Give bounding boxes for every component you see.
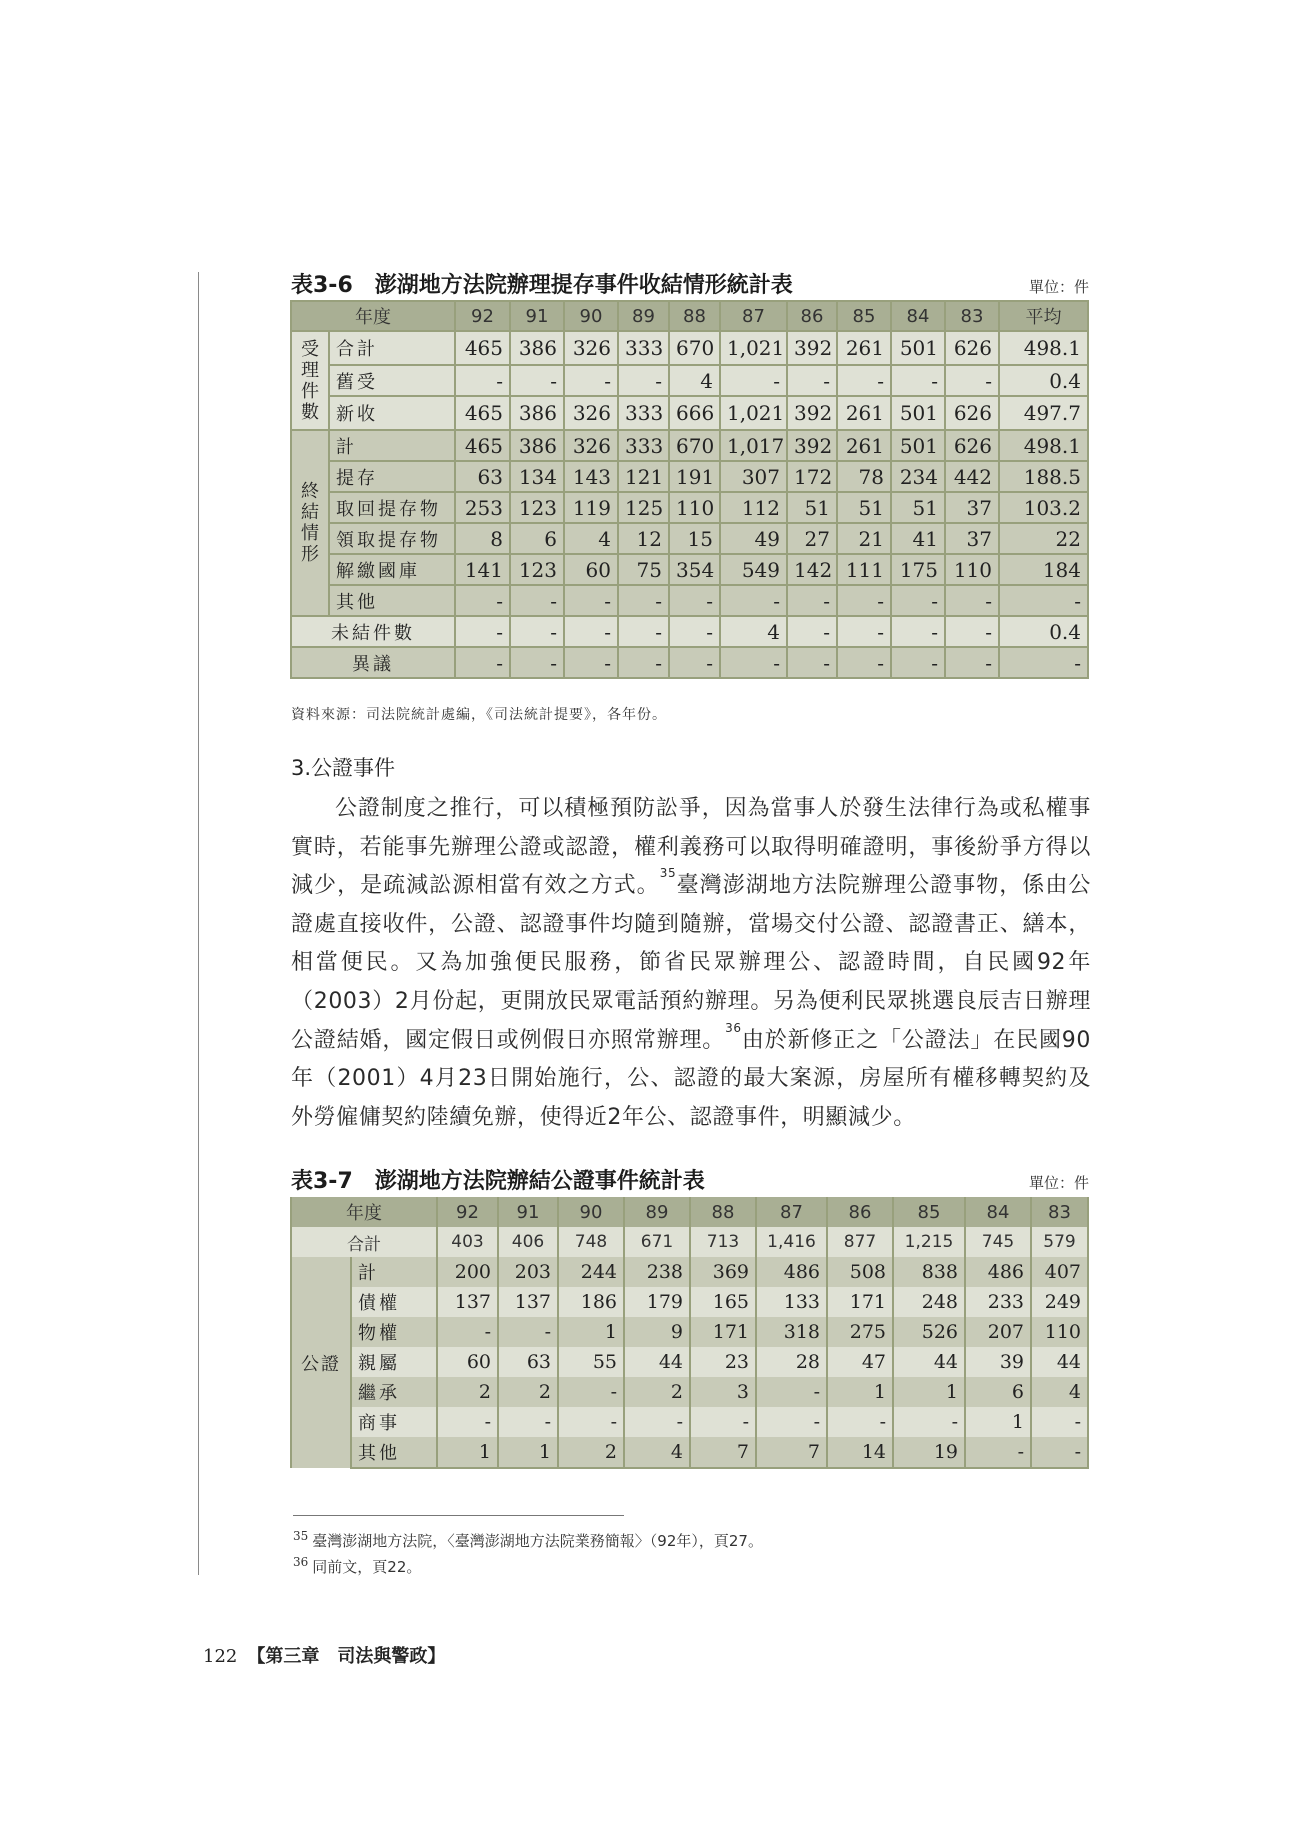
cell-value: 111	[837, 554, 891, 585]
cell-value: 14	[827, 1437, 893, 1468]
footnote-number: 35	[293, 1529, 309, 1543]
cell-value: 44	[624, 1347, 690, 1377]
cell-value: 6	[510, 523, 564, 554]
cell-value: 172	[787, 461, 837, 492]
cell-value: 486	[965, 1257, 1031, 1287]
row-label: 舊受	[329, 365, 455, 396]
cell-value: 4	[1031, 1377, 1088, 1407]
cell-value: 392	[787, 396, 837, 430]
cell-average: -	[999, 585, 1088, 616]
table-row	[291, 396, 1088, 430]
cell-value: 123	[510, 554, 564, 585]
cell-value: 261	[837, 331, 891, 365]
footnote-divider	[293, 1515, 624, 1516]
total-value: 1,416	[756, 1227, 827, 1257]
cell-value: 110	[1031, 1317, 1088, 1347]
cell-value: 333	[618, 396, 669, 430]
page-footer	[203, 1642, 445, 1668]
cell-value: 142	[787, 554, 837, 585]
table-row	[291, 365, 1088, 396]
table-row	[291, 461, 1088, 492]
cell-value: -	[455, 365, 510, 396]
cell-value: -	[498, 1407, 558, 1437]
cell-value: -	[669, 585, 720, 616]
header-year: 84	[891, 301, 945, 331]
cell-value: 41	[891, 523, 945, 554]
cell-value: -	[945, 647, 999, 678]
table-row	[291, 585, 1088, 616]
table-row	[291, 1407, 1088, 1437]
cell-value: -	[510, 585, 564, 616]
cell-value: 626	[945, 430, 999, 461]
cell-value: -	[837, 616, 891, 647]
cell-value: 1,021	[720, 396, 787, 430]
row-label: 其他	[351, 1437, 437, 1468]
cell-value: 186	[558, 1287, 624, 1317]
footnote-ref-36[interactable]: 36	[725, 1020, 742, 1035]
margin-rule	[198, 272, 199, 1575]
table-row	[291, 1347, 1088, 1377]
cell-value: 121	[618, 461, 669, 492]
cell-value: -	[891, 365, 945, 396]
footnote-ref-35[interactable]: 35	[659, 866, 677, 881]
cell-value: -	[618, 616, 669, 647]
cell-value: -	[690, 1407, 756, 1437]
row-label: 解繳國庫	[329, 554, 455, 585]
table-3-7-unit: 單位：件	[1028, 1174, 1089, 1192]
cell-value: 171	[690, 1317, 756, 1347]
table-row	[291, 1287, 1088, 1317]
cell-value: -	[564, 365, 618, 396]
cell-value: 21	[837, 523, 891, 554]
paragraph-text-2: 臺灣澎湖地方法院辦理公證事物，係由公證處直接收件，公證、認證事件均隨到隨辦，當場交付公證、認證書正、繕本，相當便民。又為加強便民服務，節省民眾辦理公、認證時間，自民國92年（2003）2月份起，更開放民眾電話預約辦理。另為便利民眾挑選良辰吉日辦理公證結婚，國定假日或例假日亦照常辦理。	[291, 873, 1091, 1053]
cell-value: 200	[437, 1257, 498, 1287]
cell-value: 1	[437, 1437, 498, 1468]
cell-value: -	[893, 1407, 965, 1437]
cell-value: -	[618, 365, 669, 396]
row-label: 領取提存物	[329, 523, 455, 554]
cell-value: -	[720, 365, 787, 396]
row-label: 提存	[329, 461, 455, 492]
group-label-notary: 公證	[291, 1257, 351, 1468]
row-label: 繼承	[351, 1377, 437, 1407]
cell-value: -	[558, 1377, 624, 1407]
cell-value: -	[1031, 1407, 1088, 1437]
header-year: 83	[1031, 1197, 1088, 1227]
row-label: 計	[351, 1257, 437, 1287]
cell-value: 386	[510, 430, 564, 461]
cell-average: 0.4	[999, 616, 1088, 647]
table-number: 表3-7	[291, 1169, 353, 1194]
cell-value: 63	[455, 461, 510, 492]
cell-value: 249	[1031, 1287, 1088, 1317]
cell-value: 55	[558, 1347, 624, 1377]
header-year: 87	[720, 301, 787, 331]
cell-value: -	[618, 647, 669, 678]
table-3-6-title	[291, 268, 793, 299]
cell-value: 318	[756, 1317, 827, 1347]
footnote-36	[293, 1556, 421, 1577]
chapter-title: 【第三章 司法與警政】	[247, 1646, 446, 1667]
cell-value: -	[787, 647, 837, 678]
cell-value: 9	[624, 1317, 690, 1347]
cell-value: 39	[965, 1347, 1031, 1377]
cell-value: 326	[564, 331, 618, 365]
cell-value: 392	[787, 331, 837, 365]
table-title-text: 澎湖地方法院辦理提存事件收結情形統計表	[374, 273, 793, 298]
cell-value: -	[564, 585, 618, 616]
cell-value: -	[827, 1407, 893, 1437]
row-label: 合計	[329, 331, 455, 365]
cell-value: 626	[945, 396, 999, 430]
page-number: 122	[203, 1646, 238, 1667]
cell-value: -	[787, 365, 837, 396]
cell-value: -	[669, 616, 720, 647]
cell-value: 75	[618, 554, 669, 585]
cell-value: 1,017	[720, 430, 787, 461]
cell-value: 626	[945, 331, 999, 365]
cell-value: -	[1031, 1437, 1088, 1468]
cell-value: 191	[669, 461, 720, 492]
cell-value: 248	[893, 1287, 965, 1317]
total-value: 403	[437, 1227, 498, 1257]
cell-value: -	[510, 647, 564, 678]
header-year: 85	[893, 1197, 965, 1227]
cell-average: 184	[999, 554, 1088, 585]
header-year-label: 年度	[291, 301, 455, 331]
cell-value: 4	[564, 523, 618, 554]
cell-average: 498.1	[999, 331, 1088, 365]
cell-value: 110	[945, 554, 999, 585]
cell-value: 125	[618, 492, 669, 523]
cell-value: 526	[893, 1317, 965, 1347]
header-year: 88	[690, 1197, 756, 1227]
cell-value: 369	[690, 1257, 756, 1287]
cell-value: 354	[669, 554, 720, 585]
table-row	[291, 331, 1088, 365]
cell-value: 386	[510, 331, 564, 365]
group-label-text: 受理件數	[301, 338, 319, 423]
table-row	[291, 523, 1088, 554]
cell-value: -	[945, 585, 999, 616]
cell-value: 501	[891, 396, 945, 430]
cell-value: -	[891, 647, 945, 678]
total-value: 1,215	[893, 1227, 965, 1257]
cell-value: 12	[618, 523, 669, 554]
table-row	[291, 554, 1088, 585]
cell-value: 261	[837, 430, 891, 461]
header-year: 90	[564, 301, 618, 331]
cell-value: 8	[455, 523, 510, 554]
cell-value: 27	[787, 523, 837, 554]
cell-value: 143	[564, 461, 618, 492]
cell-value: -	[891, 616, 945, 647]
cell-value: 333	[618, 331, 669, 365]
cell-value: 486	[756, 1257, 827, 1287]
header-row	[291, 301, 1088, 331]
group-label-closed	[291, 430, 329, 616]
cell-value: 133	[756, 1287, 827, 1317]
table-number: 表3-6	[291, 273, 353, 298]
cell-value: -	[624, 1407, 690, 1437]
cell-value: 666	[669, 396, 720, 430]
cell-value: -	[498, 1317, 558, 1347]
cell-value: -	[837, 647, 891, 678]
cell-value: 1,021	[720, 331, 787, 365]
cell-value: 141	[455, 554, 510, 585]
cell-value: 51	[787, 492, 837, 523]
cell-value: -	[564, 647, 618, 678]
cell-value: 670	[669, 331, 720, 365]
cell-average: 103.2	[999, 492, 1088, 523]
header-year: 92	[455, 301, 510, 331]
cell-value: 4	[669, 365, 720, 396]
cell-value: -	[669, 647, 720, 678]
cell-value: 119	[564, 492, 618, 523]
cell-value: 1	[893, 1377, 965, 1407]
row-label: 新收	[329, 396, 455, 430]
header-year: 88	[669, 301, 720, 331]
total-value: 748	[558, 1227, 624, 1257]
cell-value: 37	[945, 523, 999, 554]
header-year: 92	[437, 1197, 498, 1227]
cell-value: 207	[965, 1317, 1031, 1347]
paragraph-text-3: 由於新修正之「公證法」在民國90年（2001）4月23日開始施行，公、認證的最大案源，房屋所有權移轉契約及外勞僱傭契約陸續免辦，使得近2年公、認證事件，明顯減少。	[291, 1027, 1091, 1130]
cell-value: 51	[837, 492, 891, 523]
table-row	[291, 492, 1088, 523]
cell-value: 1	[498, 1437, 558, 1468]
header-year: 83	[945, 301, 999, 331]
table-row	[291, 1257, 1088, 1287]
cell-value: 4	[624, 1437, 690, 1468]
cell-value: 465	[455, 331, 510, 365]
cell-value: 179	[624, 1287, 690, 1317]
cell-value: 2	[624, 1377, 690, 1407]
footnote-text: 同前文，頁22。	[312, 1558, 422, 1576]
cell-value: -	[510, 365, 564, 396]
cell-value: 261	[837, 396, 891, 430]
header-year: 87	[756, 1197, 827, 1227]
table-3-7-title	[291, 1164, 705, 1195]
cell-value: 333	[618, 430, 669, 461]
cell-value: 60	[437, 1347, 498, 1377]
cell-value: 15	[669, 523, 720, 554]
row-label: 物權	[351, 1317, 437, 1347]
cell-value: -	[720, 585, 787, 616]
cell-value: 501	[891, 430, 945, 461]
cell-value: -	[756, 1407, 827, 1437]
cell-value: 307	[720, 461, 787, 492]
total-value: 671	[624, 1227, 690, 1257]
cell-value: 465	[455, 396, 510, 430]
cell-value: 275	[827, 1317, 893, 1347]
row-label: 未結件數	[291, 616, 455, 647]
footnote-number: 36	[293, 1555, 309, 1569]
table-row	[291, 616, 1088, 647]
cell-value: 233	[965, 1287, 1031, 1317]
cell-value: 549	[720, 554, 787, 585]
cell-value: 112	[720, 492, 787, 523]
cell-value: -	[564, 616, 618, 647]
cell-value: 175	[891, 554, 945, 585]
header-year: 86	[787, 301, 837, 331]
cell-value: 501	[891, 331, 945, 365]
table-title-text: 澎湖地方法院辦結公證事件統計表	[374, 1169, 705, 1194]
table-row	[291, 1377, 1088, 1407]
cell-value: 37	[945, 492, 999, 523]
header-row	[291, 1197, 1088, 1227]
cell-value: -	[945, 365, 999, 396]
cell-value: -	[618, 585, 669, 616]
cell-value: -	[945, 616, 999, 647]
cell-average: 497.7	[999, 396, 1088, 430]
cell-value: -	[787, 616, 837, 647]
cell-average: 498.1	[999, 430, 1088, 461]
cell-value: -	[837, 585, 891, 616]
row-label: 其他	[329, 585, 455, 616]
paragraph-text-1: 公證制度之推行，可以積極預防訟爭，因為當事人於發生法律行為或私權事實時，若能事先辦理公證或認證，權利義務可以取得明確證明，事後紛爭方得以減少，是疏減訟源相當有效之方式。	[291, 796, 1091, 899]
table-3-7	[290, 1197, 1089, 1469]
cell-value: 253	[455, 492, 510, 523]
cell-value: 234	[891, 461, 945, 492]
body-paragraph	[291, 790, 1091, 1137]
cell-value: 137	[498, 1287, 558, 1317]
cell-value: 407	[1031, 1257, 1088, 1287]
table-row	[291, 647, 1088, 678]
table-3-6	[290, 300, 1089, 679]
cell-value: -	[455, 616, 510, 647]
cell-value: 7	[690, 1437, 756, 1468]
header-year: 89	[618, 301, 669, 331]
header-year: 86	[827, 1197, 893, 1227]
cell-value: 137	[437, 1287, 498, 1317]
cell-value: 7	[756, 1437, 827, 1468]
header-year: 91	[498, 1197, 558, 1227]
cell-average: 22	[999, 523, 1088, 554]
header-year: 84	[965, 1197, 1031, 1227]
cell-value: 123	[510, 492, 564, 523]
cell-value: 3	[690, 1377, 756, 1407]
cell-value: -	[510, 616, 564, 647]
section-heading: 3.公證事件	[291, 756, 396, 780]
cell-value: -	[756, 1377, 827, 1407]
row-label: 計	[329, 430, 455, 461]
cell-value: 442	[945, 461, 999, 492]
cell-value: 508	[827, 1257, 893, 1287]
table-row	[291, 1437, 1088, 1468]
cell-value: 6	[965, 1377, 1031, 1407]
cell-value: -	[558, 1407, 624, 1437]
cell-value: 238	[624, 1257, 690, 1287]
cell-value: 2	[437, 1377, 498, 1407]
cell-value: 44	[893, 1347, 965, 1377]
cell-value: -	[455, 585, 510, 616]
cell-average: 0.4	[999, 365, 1088, 396]
cell-value: 23	[690, 1347, 756, 1377]
header-year: 90	[558, 1197, 624, 1227]
cell-value: 44	[1031, 1347, 1088, 1377]
table-3-6-unit: 單位：件	[1028, 278, 1089, 296]
cell-value: 51	[891, 492, 945, 523]
cell-value: 838	[893, 1257, 965, 1287]
total-value: 713	[690, 1227, 756, 1257]
table-row	[291, 430, 1088, 461]
total-value: 877	[827, 1227, 893, 1257]
cell-value: -	[455, 647, 510, 678]
cell-value: 386	[510, 396, 564, 430]
cell-value: 49	[720, 523, 787, 554]
cell-value: 110	[669, 492, 720, 523]
cell-value: 2	[558, 1437, 624, 1468]
cell-value: -	[437, 1407, 498, 1437]
cell-value: 4	[720, 616, 787, 647]
cell-average: 188.5	[999, 461, 1088, 492]
footnote-text: 臺灣澎湖地方法院，〈臺灣澎湖地方法院業務簡報〉（92年），頁27。	[312, 1532, 763, 1550]
cell-value: 203	[498, 1257, 558, 1287]
header-year: 89	[624, 1197, 690, 1227]
table-source-note: 資料來源：司法院統計處編，《司法統計提要》，各年份。	[291, 707, 667, 723]
cell-value: 28	[756, 1347, 827, 1377]
cell-value: 47	[827, 1347, 893, 1377]
header-year: 85	[837, 301, 891, 331]
cell-value: 165	[690, 1287, 756, 1317]
cell-value: 60	[564, 554, 618, 585]
total-value: 406	[498, 1227, 558, 1257]
cell-value: 134	[510, 461, 564, 492]
cell-value: -	[787, 585, 837, 616]
cell-value: 392	[787, 430, 837, 461]
cell-value: 1	[965, 1407, 1031, 1437]
cell-value: -	[965, 1437, 1031, 1468]
group-label-received	[291, 331, 329, 430]
cell-value: 670	[669, 430, 720, 461]
row-label: 親屬	[351, 1347, 437, 1377]
header-average: 平均	[999, 301, 1088, 331]
total-value: 745	[965, 1227, 1031, 1257]
cell-value: 465	[455, 430, 510, 461]
cell-value: 326	[564, 430, 618, 461]
cell-value: 1	[827, 1377, 893, 1407]
cell-value: 63	[498, 1347, 558, 1377]
total-label: 合計	[291, 1227, 437, 1257]
footnote-35	[293, 1530, 763, 1551]
cell-value: 171	[827, 1287, 893, 1317]
row-label: 債權	[351, 1287, 437, 1317]
row-label: 異議	[291, 647, 455, 678]
cell-value: 326	[564, 396, 618, 430]
table-row	[291, 1317, 1088, 1347]
header-year: 91	[510, 301, 564, 331]
total-value: 579	[1031, 1227, 1088, 1257]
cell-value: -	[437, 1317, 498, 1347]
cell-value: -	[891, 585, 945, 616]
cell-value: 2	[498, 1377, 558, 1407]
cell-value: 78	[837, 461, 891, 492]
cell-value: 244	[558, 1257, 624, 1287]
row-label: 取回提存物	[329, 492, 455, 523]
cell-value: 19	[893, 1437, 965, 1468]
row-label: 商事	[351, 1407, 437, 1437]
group-label-text: 終結情形	[301, 481, 319, 565]
cell-average: -	[999, 647, 1088, 678]
total-row	[291, 1227, 1088, 1257]
cell-value: -	[837, 365, 891, 396]
header-year-label: 年度	[291, 1197, 437, 1227]
cell-value: -	[720, 647, 787, 678]
cell-value: 1	[558, 1317, 624, 1347]
